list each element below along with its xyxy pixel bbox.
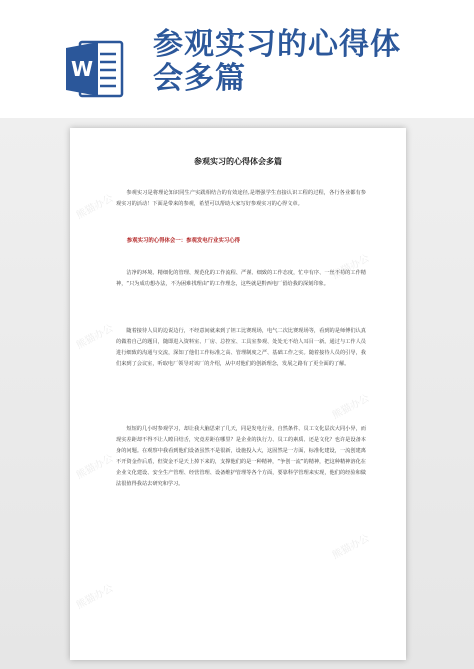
body-paragraph: 短短的几小时参观学习，却让我大脑思索了几天，同是发电行业，自然条件、员工文化层次大同小异，而现实差距却不得不让人瞠目结舌，究竟差距在哪里？是企业的执行力、员工的素质、还是文化？也许是设备本身的问题。在观察中我看到他们设备虽然不是很新，设施投入大，这固然是一方面，标准化建设，一流创建离不开资金作后盾，但资金不是天上掉下来的，支撑他们的是一种精神，“争创一流”的精神，把这种精神溶化在企业文化建设、安全生产管理、经营管理、设备维护管理等各个方面，要靠科学管理来实现，他们的经验和做法很值得我站去研究和学习。 — [116, 426, 366, 487]
banner — [0, 0, 474, 118]
intro-paragraph: 参观实习是将理论知识同生产实践相结合的有效途径,是增强学生直接认识工程的过程，各行各业都有参观实习的活动！下面是带来的参观，希望可以帮助大家写好参观实习的心得文章。 — [116, 190, 366, 207]
watermark: 熊猫办公 — [74, 323, 116, 352]
document-page — [70, 128, 406, 660]
word-icon-letter: W — [70, 57, 94, 81]
section-subheading: 参观实习的心得体会一：参观发电行业实习心得 — [126, 238, 241, 244]
watermark: 熊猫办公 — [74, 193, 116, 222]
document-title: 参观实习的心得体会多篇 — [194, 157, 282, 166]
watermark: 熊猫办公 — [330, 533, 372, 562]
watermark: 熊猫办公 — [74, 453, 116, 482]
watermark: 熊猫办公 — [74, 583, 116, 612]
word-document-icon — [64, 38, 126, 100]
watermark: 熊猫办公 — [330, 393, 372, 422]
banner-title: 参观实习的心得体 会多篇 — [153, 27, 401, 96]
watermark: 熊猫办公 — [330, 253, 372, 282]
body-paragraph: 洁净的环境、精细化的管理、规范化的工作流程、严谨、细致的工作态度，忙中有序、一丝不苟的工作精神，“只为成功想办法，不为困难找理由”的工作理念，这些就是黔西电厂留给我的深刻印象。 — [116, 270, 366, 287]
body-paragraph: 随着接待人员的边说边行，不经意间就来到了钽工比赛现场，电气二次比赛现场等，看到的是师傅们认真的做着自己的题目，随即进入资料室、厂房、总控室、工具室参观、处处无不给人耳目一新。通过与工作人员进行细致的沟通与交流，深知了他们工作标准之高、管理制度之严、基础工作之实。随着接待人员的引导，我们来到了会议室，听取电厂领导对该厂的介绍，从中对他们的创新理念，发展之路有了更全面的了解。 — [116, 328, 366, 367]
